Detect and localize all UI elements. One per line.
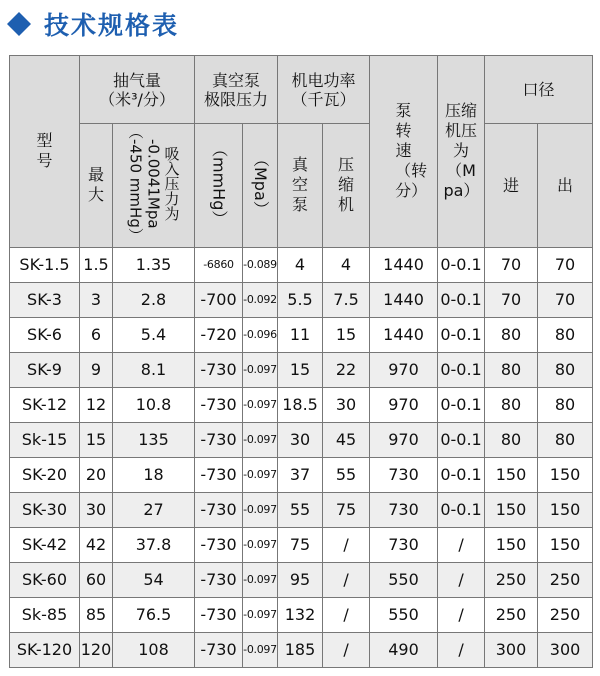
cell-port-in: 80	[485, 387, 538, 422]
table-row	[10, 422, 593, 457]
cell-pump-speed: 1440	[370, 317, 438, 352]
header-pump-speed: 泵转速 （转分）	[370, 56, 438, 248]
cell-port-in: 150	[485, 457, 538, 492]
cell-vacuum-mmhg: -730	[195, 492, 243, 527]
cell-air-max: 85	[80, 597, 113, 632]
header-vacuum-mmhg: （mmHg）	[195, 124, 243, 248]
cell-power-compressor: /	[323, 527, 370, 562]
cell-air-max: 20	[80, 457, 113, 492]
cell-air-max: 3	[80, 282, 113, 317]
table-row	[10, 597, 593, 632]
cell-model: SK-9	[10, 352, 80, 387]
cell-pump-speed: 550	[370, 597, 438, 632]
cell-port-in: 70	[485, 247, 538, 282]
cell-air-inlet: 18	[113, 457, 195, 492]
cell-port-out: 80	[538, 387, 593, 422]
cell-port-in: 150	[485, 492, 538, 527]
cell-model: SK-1.5	[10, 247, 80, 282]
cell-compressor-pressure: /	[438, 527, 485, 562]
cell-port-out: 80	[538, 317, 593, 352]
cell-compressor-pressure: 0-0.1	[438, 352, 485, 387]
cell-power-pump: 4	[278, 247, 323, 282]
cell-port-out: 80	[538, 352, 593, 387]
cell-port-in: 80	[485, 422, 538, 457]
cell-power-compressor: 22	[323, 352, 370, 387]
cell-power-pump: 132	[278, 597, 323, 632]
cell-model: SK-30	[10, 492, 80, 527]
cell-compressor-pressure: 0-0.1	[438, 387, 485, 422]
cell-power-compressor: 75	[323, 492, 370, 527]
header-air-volume: 抽气量 （米³/分）	[80, 56, 195, 124]
cell-port-out: 70	[538, 247, 593, 282]
table-row	[10, 317, 593, 352]
cell-vacuum-mmhg: -730	[195, 632, 243, 667]
cell-pump-speed: 1440	[370, 282, 438, 317]
cell-vacuum-mpa: -0.097	[243, 352, 278, 387]
cell-power-pump: 37	[278, 457, 323, 492]
cell-compressor-pressure: /	[438, 562, 485, 597]
cell-air-inlet: 8.1	[113, 352, 195, 387]
cell-vacuum-mmhg: -730	[195, 387, 243, 422]
header-port-in: 进	[485, 124, 538, 248]
cell-compressor-pressure: /	[438, 597, 485, 632]
cell-port-out: 150	[538, 527, 593, 562]
cell-air-inlet: 1.35	[113, 247, 195, 282]
cell-power-pump: 5.5	[278, 282, 323, 317]
cell-vacuum-mpa: -0.097	[243, 422, 278, 457]
cell-vacuum-mpa: -0.097	[243, 457, 278, 492]
cell-vacuum-mmhg: -730	[195, 352, 243, 387]
cell-pump-speed: 1440	[370, 247, 438, 282]
header-port-out: 出	[538, 124, 593, 248]
cell-power-compressor: /	[323, 562, 370, 597]
cell-air-inlet: 37.8	[113, 527, 195, 562]
cell-air-max: 15	[80, 422, 113, 457]
cell-power-pump: 95	[278, 562, 323, 597]
table-row	[10, 247, 593, 282]
cell-pump-speed: 730	[370, 457, 438, 492]
cell-model: SK-42	[10, 527, 80, 562]
cell-model: SK-3	[10, 282, 80, 317]
header-port-size: 口径	[485, 56, 593, 124]
header-air-inlet: 吸入压力为 -0.0041Mpa （-450 mmHg）	[113, 124, 195, 248]
cell-air-max: 6	[80, 317, 113, 352]
header-power-pump: 真空泵	[278, 124, 323, 248]
cell-vacuum-mmhg: -730	[195, 562, 243, 597]
table-row	[10, 562, 593, 597]
cell-air-max: 30	[80, 492, 113, 527]
cell-air-inlet: 54	[113, 562, 195, 597]
cell-model: Sk-15	[10, 422, 80, 457]
cell-port-out: 80	[538, 422, 593, 457]
cell-port-out: 300	[538, 632, 593, 667]
cell-vacuum-mmhg: -730	[195, 527, 243, 562]
cell-vacuum-mpa: -0.097	[243, 562, 278, 597]
cell-compressor-pressure: 0-0.1	[438, 457, 485, 492]
cell-air-max: 120	[80, 632, 113, 667]
cell-port-in: 70	[485, 282, 538, 317]
cell-vacuum-mpa: -0.096	[243, 317, 278, 352]
cell-port-in: 80	[485, 317, 538, 352]
cell-pump-speed: 730	[370, 527, 438, 562]
title-bar	[6, 4, 179, 44]
table-row	[10, 527, 593, 562]
cell-vacuum-mmhg: -720	[195, 317, 243, 352]
header-compressor-pressure: 压缩机压为 （Mpa）	[438, 56, 485, 248]
cell-pump-speed: 730	[370, 492, 438, 527]
cell-air-max: 12	[80, 387, 113, 422]
cell-port-out: 70	[538, 282, 593, 317]
cell-model: SK-60	[10, 562, 80, 597]
cell-power-compressor: 45	[323, 422, 370, 457]
cell-air-inlet: 135	[113, 422, 195, 457]
cell-air-max: 1.5	[80, 247, 113, 282]
cell-vacuum-mpa: -0.089	[243, 247, 278, 282]
cell-power-compressor: 7.5	[323, 282, 370, 317]
cell-compressor-pressure: 0-0.1	[438, 282, 485, 317]
cell-air-max: 60	[80, 562, 113, 597]
cell-pump-speed: 490	[370, 632, 438, 667]
cell-port-in: 250	[485, 597, 538, 632]
cell-port-out: 250	[538, 597, 593, 632]
cell-model: SK-120	[10, 632, 80, 667]
cell-vacuum-mpa: -0.097	[243, 492, 278, 527]
table-row	[10, 492, 593, 527]
cell-model: SK-12	[10, 387, 80, 422]
cell-power-compressor: /	[323, 597, 370, 632]
table-row	[10, 352, 593, 387]
cell-compressor-pressure: /	[438, 632, 485, 667]
cell-compressor-pressure: 0-0.1	[438, 317, 485, 352]
cell-vacuum-mmhg: -730	[195, 457, 243, 492]
cell-pump-speed: 970	[370, 422, 438, 457]
header-power-compressor: 压缩机	[323, 124, 370, 248]
cell-port-in: 150	[485, 527, 538, 562]
cell-air-max: 9	[80, 352, 113, 387]
cell-air-inlet: 2.8	[113, 282, 195, 317]
table-row	[10, 457, 593, 492]
cell-power-compressor: 30	[323, 387, 370, 422]
header-model: 型号	[10, 56, 80, 248]
cell-port-out: 250	[538, 562, 593, 597]
cell-pump-speed: 970	[370, 387, 438, 422]
table-row	[10, 632, 593, 667]
cell-compressor-pressure: 0-0.1	[438, 247, 485, 282]
cell-port-in: 300	[485, 632, 538, 667]
cell-power-pump: 185	[278, 632, 323, 667]
cell-model: SK-20	[10, 457, 80, 492]
cell-power-compressor: 55	[323, 457, 370, 492]
cell-vacuum-mmhg: -700	[195, 282, 243, 317]
header-vacuum-pressure: 真空泵 极限压力	[195, 56, 278, 124]
cell-vacuum-mpa: -0.092	[243, 282, 278, 317]
cell-vacuum-mpa: -0.097	[243, 387, 278, 422]
cell-vacuum-mpa: -0.097	[243, 527, 278, 562]
cell-power-pump: 11	[278, 317, 323, 352]
header-motor-power: 机电功率 （千瓦）	[278, 56, 370, 124]
cell-model: SK-6	[10, 317, 80, 352]
table-row	[10, 387, 593, 422]
cell-power-pump: 18.5	[278, 387, 323, 422]
cell-vacuum-mpa: -0.097	[243, 597, 278, 632]
cell-pump-speed: 970	[370, 352, 438, 387]
cell-vacuum-mpa: -0.097	[243, 632, 278, 667]
cell-model: Sk-85	[10, 597, 80, 632]
cell-air-inlet: 108	[113, 632, 195, 667]
blue-diamond-icon	[6, 11, 32, 37]
cell-port-out: 150	[538, 492, 593, 527]
cell-power-pump: 55	[278, 492, 323, 527]
header-vacuum-mpa: （Mpa）	[243, 124, 278, 248]
cell-power-pump: 15	[278, 352, 323, 387]
table-row	[10, 282, 593, 317]
spec-table	[9, 55, 593, 668]
cell-air-inlet: 27	[113, 492, 195, 527]
cell-vacuum-mmhg: -6860	[195, 247, 243, 282]
cell-air-max: 42	[80, 527, 113, 562]
header-air-max: 最大	[80, 124, 113, 248]
cell-vacuum-mmhg: -730	[195, 422, 243, 457]
cell-port-in: 250	[485, 562, 538, 597]
cell-port-out: 150	[538, 457, 593, 492]
cell-power-pump: 75	[278, 527, 323, 562]
cell-air-inlet: 10.8	[113, 387, 195, 422]
cell-pump-speed: 550	[370, 562, 438, 597]
cell-air-inlet: 5.4	[113, 317, 195, 352]
cell-power-compressor: 15	[323, 317, 370, 352]
cell-air-inlet: 76.5	[113, 597, 195, 632]
cell-vacuum-mmhg: -730	[195, 597, 243, 632]
cell-compressor-pressure: 0-0.1	[438, 422, 485, 457]
cell-power-compressor: /	[323, 632, 370, 667]
cell-compressor-pressure: 0-0.1	[438, 492, 485, 527]
cell-port-in: 80	[485, 352, 538, 387]
cell-power-compressor: 4	[323, 247, 370, 282]
cell-power-pump: 30	[278, 422, 323, 457]
page-title: 技术规格表	[44, 11, 180, 40]
